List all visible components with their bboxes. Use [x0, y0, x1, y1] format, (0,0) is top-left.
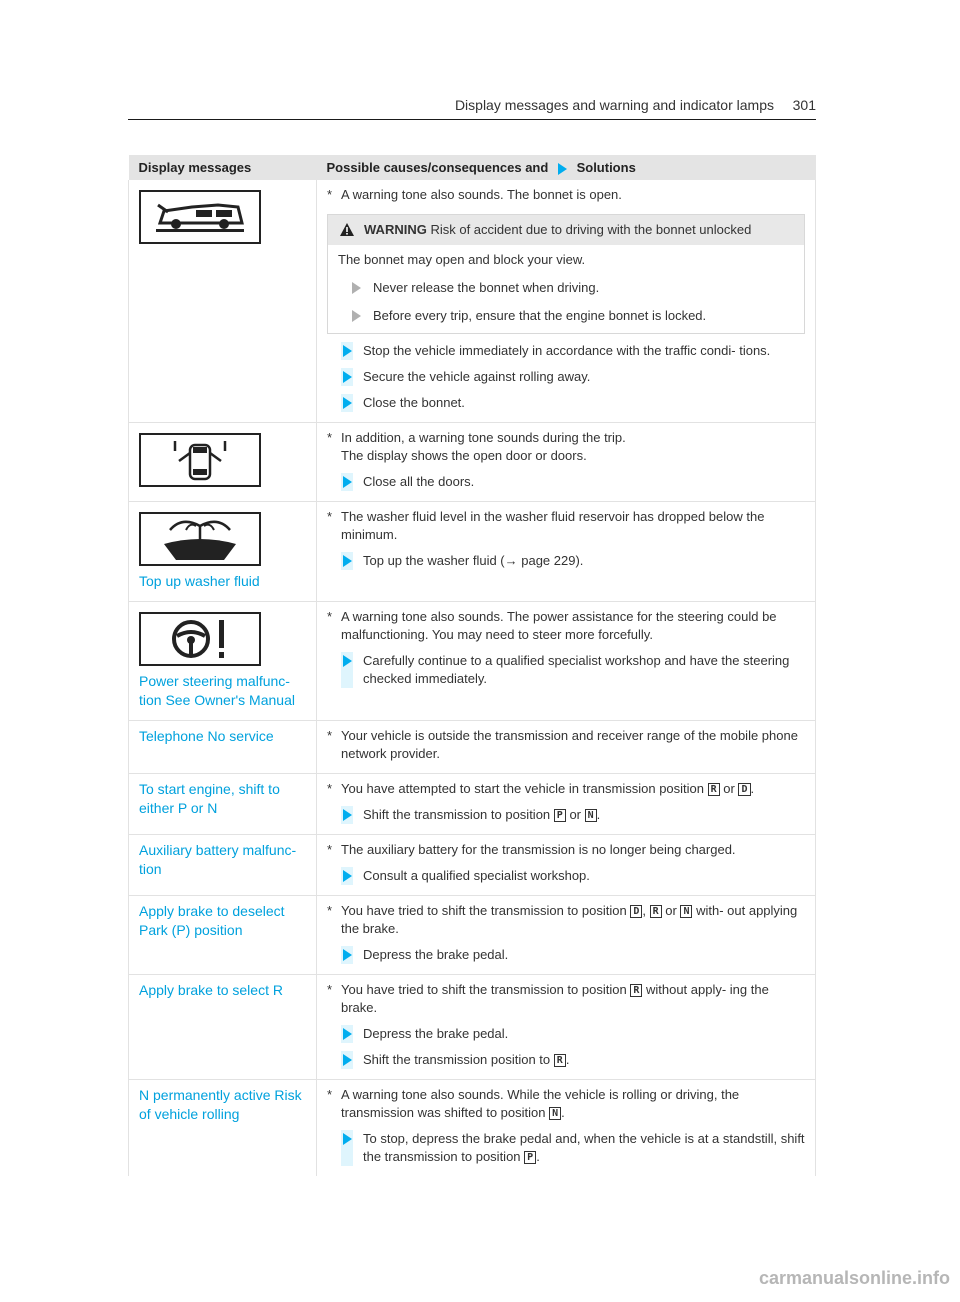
table-row — [129, 1080, 816, 1177]
table-row — [129, 896, 816, 975]
solution-step: Close the bonnet. — [363, 395, 465, 410]
warning-step: Never release the bonnet when driving. — [373, 280, 600, 295]
solution-step: Secure the vehicle against rolling away. — [363, 369, 591, 384]
bullet-asterisk: * — [327, 509, 333, 524]
warning-triangle-icon — [340, 223, 354, 241]
bullet-asterisk: * — [327, 187, 333, 202]
col2-header-part2: Solutions — [576, 160, 636, 175]
warning-box — [327, 214, 805, 334]
solution-step: Depress the brake pedal. — [363, 947, 509, 962]
bullet-asterisk: * — [327, 903, 333, 918]
message-label: Apply brake to select R — [139, 982, 283, 998]
cause-extra: The display shows the open door or doors. — [341, 448, 587, 463]
page-header — [128, 97, 816, 120]
gear-position-icon: P — [554, 809, 566, 822]
arrow-icon — [343, 345, 352, 357]
table-row — [129, 180, 816, 423]
watermark: carmanualsonline.info — [758, 1268, 950, 1288]
gear-position-icon: N — [680, 905, 692, 918]
header-title: Display messages and warning and indicator lamps — [454, 97, 774, 113]
table-row — [129, 423, 816, 502]
gear-position-icon: R — [650, 905, 662, 918]
power-steering-icon — [139, 612, 261, 666]
bullet-asterisk: * — [327, 842, 333, 857]
arrow-icon — [352, 282, 361, 294]
warning-title: WARNING — [364, 222, 427, 237]
gear-position-icon: D — [630, 905, 642, 918]
bullet-asterisk: * — [327, 430, 333, 445]
bullet-asterisk: * — [327, 609, 333, 624]
bullet-asterisk: * — [327, 728, 333, 743]
gear-position-icon: P — [524, 1151, 536, 1164]
bonnet-open-van-icon — [139, 190, 261, 244]
message-label: To start engine, shift to either P or N — [139, 781, 280, 816]
gear-position-icon: N — [549, 1107, 561, 1120]
arrow-icon — [558, 163, 567, 175]
message-label: Apply brake to deselect Park (P) position — [139, 903, 285, 938]
cause-text: A warning tone also sounds. While the vehicle is rolling or driving, the transmission was shifted to position N . — [341, 1087, 740, 1120]
gear-position-icon: R — [708, 783, 720, 796]
arrow-icon — [343, 1028, 352, 1040]
table-header-row — [129, 155, 816, 180]
table-row — [129, 502, 816, 602]
arrow-icon — [343, 870, 352, 882]
gear-position-icon: R — [630, 984, 642, 997]
cause-text: The auxiliary battery for the transmission is no longer being charged. — [341, 842, 736, 857]
gear-position-icon: N — [585, 809, 597, 822]
message-label: Power steering malfunc- tion See Owner's Manual — [139, 673, 295, 708]
table-row — [129, 774, 816, 835]
warning-title-text: Risk of accident due to driving with the bonnet unlocked — [430, 222, 752, 237]
table-row — [129, 721, 816, 774]
bullet-asterisk: * — [327, 982, 333, 997]
solution-step: Stop the vehicle immediately in accordance with the traffic condi- tions. — [363, 343, 771, 358]
cause-text: You have tried to shift the transmission to position R without apply- ing the brake. — [341, 982, 769, 1015]
cause-text: You have attempted to start the vehicle in transmission position R or D . — [341, 781, 755, 796]
solution-step: Top up the washer fluid (→ page 229). — [363, 553, 584, 568]
col-causes-solutions — [317, 155, 816, 180]
solution-step: Close all the doors. — [363, 474, 475, 489]
message-label: N permanently active Risk of vehicle rolling — [139, 1087, 302, 1122]
message-label: Top up washer fluid — [139, 573, 260, 589]
cause-text: Your vehicle is outside the transmission and receiver range of the mobile phone network provider. — [341, 728, 798, 761]
cause-text: A warning tone also sounds. The bonnet is open. — [341, 187, 622, 202]
display-messages-table — [128, 155, 816, 1176]
arrow-icon — [343, 809, 352, 821]
arrow-icon — [343, 1054, 352, 1066]
table-row — [129, 975, 816, 1080]
message-label: Telephone No service — [139, 728, 274, 744]
cause-text: You have tried to shift the transmission to position D , R or N with- out applying the brake. — [341, 903, 798, 936]
arrow-icon — [343, 555, 352, 567]
arrow-icon — [343, 1133, 352, 1145]
gear-position-icon: R — [554, 1054, 566, 1067]
solution-step: Carefully continue to a qualified specialist workshop and have the steering checked immediately. — [363, 653, 790, 686]
solution-step: Depress the brake pedal. — [363, 1026, 509, 1041]
page-number: 301 — [792, 97, 816, 113]
cause-text: A warning tone also sounds. The power assistance for the steering could be malfunctioning. You may need to steer more forcefully. — [341, 609, 777, 642]
solution-step: Consult a qualified specialist workshop. — [363, 868, 590, 883]
arrow-icon — [343, 949, 352, 961]
bullet-asterisk: * — [327, 1087, 333, 1102]
bullet-asterisk: * — [327, 781, 333, 796]
warning-step: Before every trip, ensure that the engine bonnet is locked. — [373, 308, 707, 323]
arrow-icon — [352, 310, 361, 322]
door-open-icon — [139, 433, 261, 487]
washer-fluid-icon — [139, 512, 261, 566]
gear-position-icon: D — [738, 783, 750, 796]
arrow-icon — [343, 476, 352, 488]
arrow-icon — [343, 371, 352, 383]
warning-body: The bonnet may open and block your view. — [338, 252, 586, 267]
cause-text: The washer fluid level in the washer fluid reservoir has dropped below the minimum. — [341, 509, 765, 542]
solution-step: Shift the transmission position to R . — [363, 1052, 570, 1067]
solution-step: Shift the transmission to position P or N . — [363, 807, 601, 822]
solution-step: To stop, depress the brake pedal and, when the vehicle is at a standstill, shift the transmission to position P . — [363, 1131, 805, 1164]
message-label: Auxiliary battery malfunc- tion — [139, 842, 297, 877]
table-row — [129, 602, 816, 721]
arrow-icon — [343, 397, 352, 409]
col2-header-part1: Possible causes/consequences and — [326, 160, 549, 175]
table-row — [129, 835, 816, 896]
cause-text: In addition, a warning tone sounds during the trip. — [341, 430, 626, 445]
arrow-icon — [343, 655, 352, 667]
col-display-messages: Display messages — [129, 155, 317, 180]
